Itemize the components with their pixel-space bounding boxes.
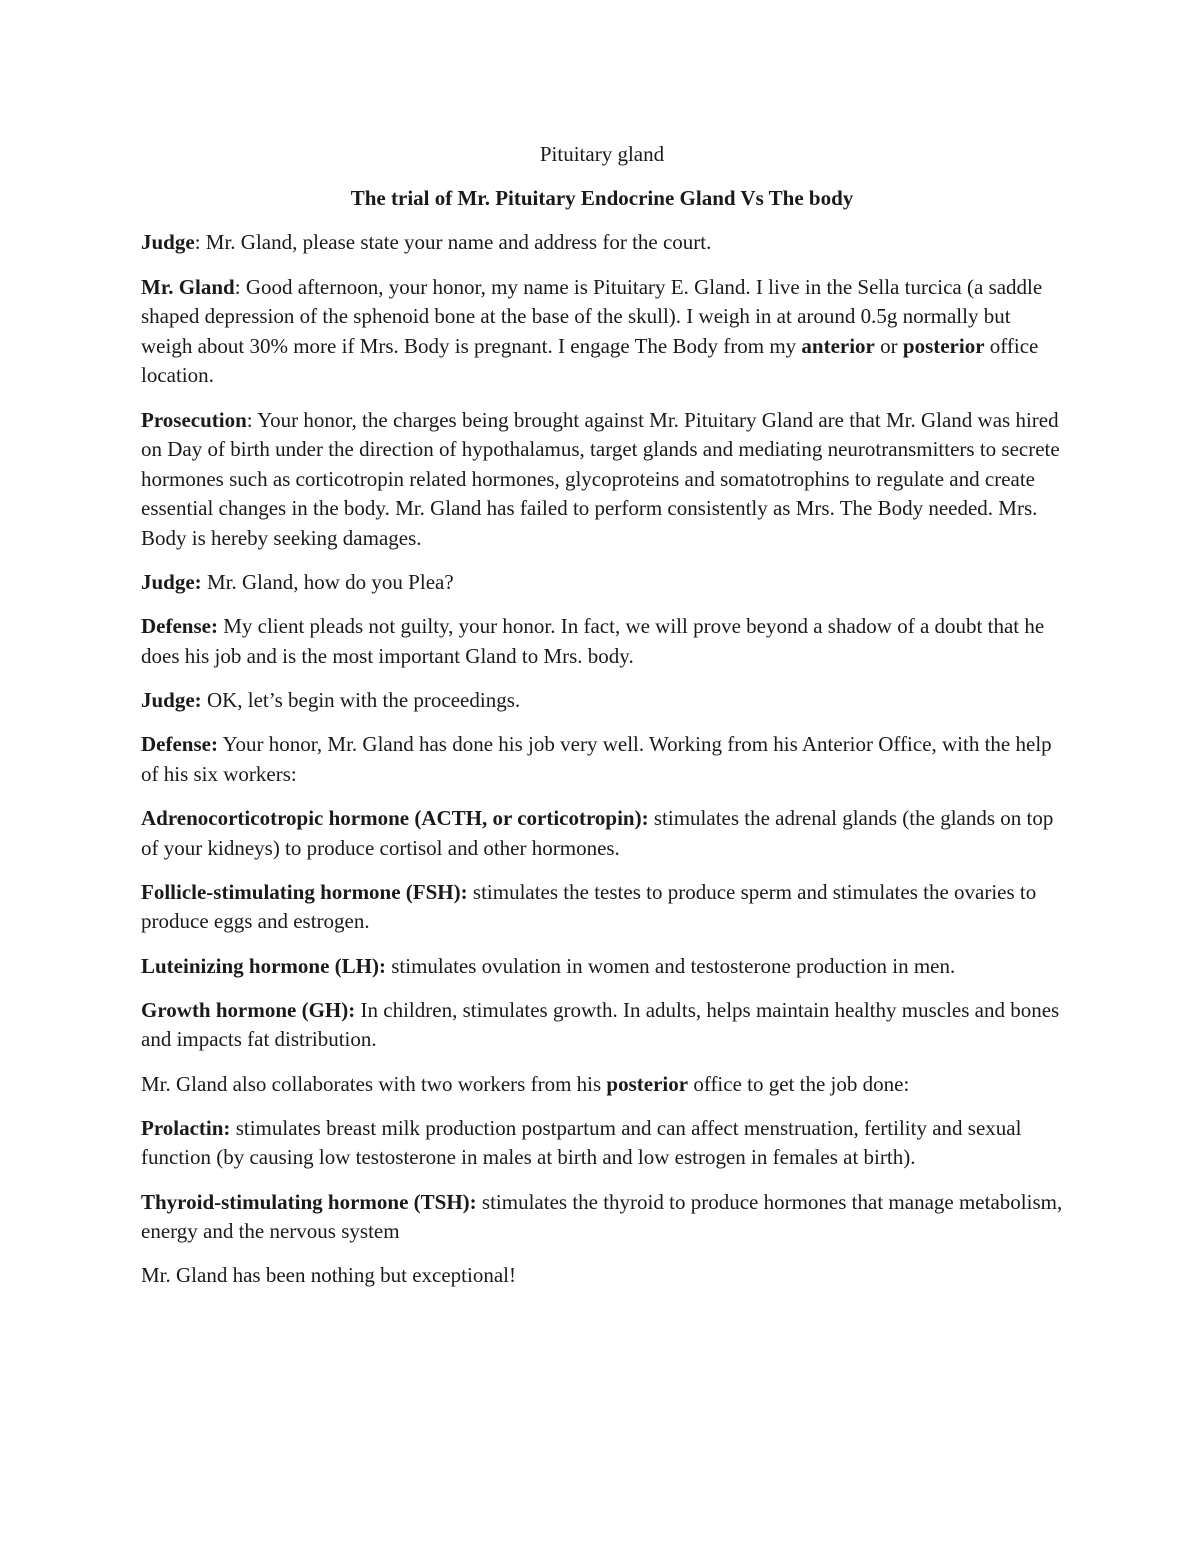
hormone-description: stimulates the testes to produce sperm and stimulates the ovaries to produce eggs and estrogen. — [141, 879, 1037, 934]
hormone-lh — [141, 952, 1063, 982]
hormone-acth — [141, 804, 1063, 863]
bold-term: anterior — [801, 333, 875, 358]
bold-term: posterior — [902, 333, 985, 358]
document-title: Pituitary gland — [539, 142, 665, 166]
paragraph-text: or — [874, 333, 903, 358]
hormone-description: stimulates the adrenal glands (the glands on top of your kidneys) to produce cortisol and other hormones. — [141, 806, 1054, 860]
hormone-term: Luteinizing hormone (LH): — [141, 953, 386, 978]
hormone-fsh — [141, 878, 1063, 937]
hormone-term: Prolactin: — [141, 1115, 231, 1140]
separator: : — [194, 230, 206, 255]
hormone-term: Adrenocorticotropic hormone (ACTH, or corticotropin): — [141, 806, 649, 831]
hormone-description: In children, stimulates growth. In adults, helps maintain healthy muscles and bones and impacts fat distribution. — [141, 997, 1060, 1052]
paragraph-text: Mr. Gland, please state your name and address for the court. — [205, 230, 712, 255]
paragraph-text: My client pleads not guilty, your honor. In fact, we will prove beyond a shadow of a doubt that he does his job and is the most important Gland to Mrs. body. — [141, 614, 1045, 668]
bold-term: posterior — [606, 1071, 689, 1096]
hormone-description: stimulates breast milk production postpartum and can affect menstruation, fertility and sexual function (by causing low testosterone in males at birth and low estrogen in females at birth). — [141, 1115, 1022, 1170]
paragraph-text: Good afternoon, your honor, my name is Pituitary E. Gland. I live in the Sella turcica (a saddle shaped depression of the sphenoid bone at the base of the skull). I weigh in at around 0.5g normally but weigh about 30% more if Mrs. Body is pregnant. I engage The Body from my — [141, 274, 1043, 358]
document-page — [141, 140, 1063, 1306]
hormone-description: stimulates ovulation in women and testosterone production in men. — [391, 953, 956, 978]
speaker-label: Defense: — [141, 614, 218, 639]
separator: : — [246, 407, 258, 432]
paragraph-text: Mr. Gland has been nothing but exceptional! — [141, 1263, 516, 1288]
paragraph-judge-begin — [141, 686, 1063, 716]
hormone-term: Follicle-stimulating hormone (FSH): — [141, 879, 468, 904]
paragraph-posterior-intro — [141, 1070, 1063, 1100]
paragraph-text: Your honor, the charges being brought against Mr. Pituitary Gland are that Mr. Gland was hired on Day of birth under the direction of hypothalamus, target glands and mediating neurotransmitters to secrete hormones such as corticotropin related hormones, glycoproteins and somatotrophins to regulate and create essential changes in the body. Mr. Gland has failed to perform consistently as Mrs. The Body needed. Mrs. Body is hereby seeking damages. — [141, 407, 1060, 550]
hormone-prolactin — [141, 1114, 1063, 1173]
speaker-label: Judge — [141, 230, 195, 255]
speaker-label: Prosecution — [141, 407, 247, 432]
paragraph-judge-plea — [141, 568, 1063, 598]
paragraph-defense-plea — [141, 612, 1063, 671]
paragraph-prosecution — [141, 406, 1063, 554]
paragraph-text: Mr. Gland, how do you Plea? — [206, 570, 454, 595]
hormone-term: Thyroid-stimulating hormone (TSH): — [141, 1189, 477, 1214]
hormone-gh — [141, 996, 1063, 1055]
paragraph-text: OK, let’s begin with the proceedings. — [206, 688, 521, 713]
hormone-tsh — [141, 1188, 1063, 1247]
speaker-label: Judge: — [141, 688, 202, 713]
hormone-description: stimulates the thyroid to produce hormones that manage metabolism, energy and the nervous system — [141, 1189, 1063, 1244]
paragraph-text: Mr. Gland also collaborates with two workers from his — [141, 1071, 607, 1096]
separator: : — [234, 274, 246, 299]
paragraph-text: office location. — [141, 333, 1039, 388]
paragraph-closing — [141, 1261, 1063, 1291]
paragraph-text: office to get the job done: — [688, 1071, 910, 1096]
hormone-term: Growth hormone (GH): — [141, 997, 356, 1022]
paragraph-mr-gland-intro — [141, 273, 1063, 391]
paragraph-text: Your honor, Mr. Gland has done his job very well. Working from his Anterior Office, with the help of his six workers: — [141, 732, 1052, 786]
speaker-label: Defense: — [141, 732, 218, 757]
speaker-label: Judge: — [141, 570, 202, 595]
speaker-label: Mr. Gland — [141, 274, 235, 299]
paragraph-judge-opening — [141, 228, 1063, 258]
paragraph-defense-argument — [141, 730, 1063, 789]
document-subtitle: The trial of Mr. Pituitary Endocrine Gland Vs The body — [350, 186, 854, 211]
